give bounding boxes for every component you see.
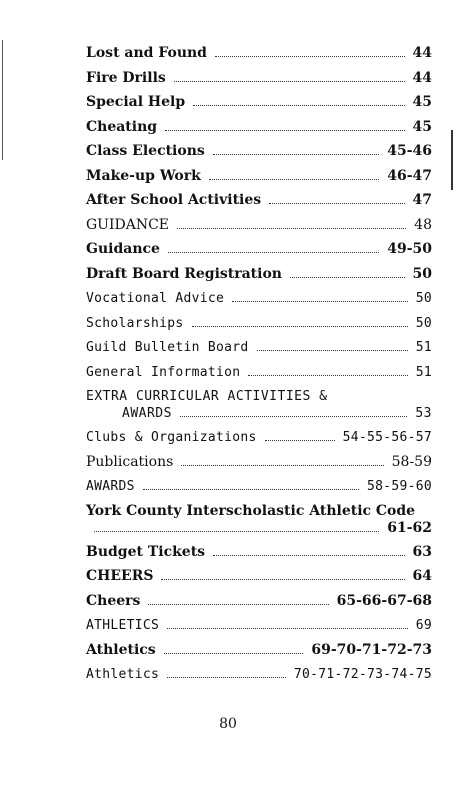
toc-entry-label: Draft Board Registration [86,265,282,282]
toc-entry-york-county-code [86,503,432,537]
toc-entry-page: 49-50 [387,241,432,257]
toc-entry-page: 45 [412,118,432,135]
toc-entry-publications [86,454,432,471]
dot-leader [174,81,405,82]
toc-entry-page: 45 [412,94,432,110]
dot-leader [167,677,286,678]
toc-entry-fire-drills [86,70,432,87]
toc-entry-page: 51 [415,364,432,380]
toc-entry-page: 44 [412,45,432,61]
toc-entry-guidance [86,241,432,258]
toc-entry-label: Clubs & Organizations [86,430,257,445]
toc-entry-general-information [86,364,432,381]
dot-leader [213,555,404,556]
toc-entry-label: Athletics [86,641,156,658]
toc-entry-athletics-section [86,617,432,634]
toc-entry-label: GUIDANCE [86,216,170,233]
toc-entry-label: General Information [86,364,241,380]
toc-entry-label-line2: AWARDS [122,406,172,421]
toc-entry-page: 63 [412,543,432,560]
toc-entry-label: Cheers [86,592,141,609]
toc-entry-label: Athletics [86,667,160,682]
toc-entry-clubs-organizations [86,429,432,446]
toc-entry-page: 58-59 [391,453,432,470]
toc-entry-label: Vocational Advice [86,291,225,306]
dot-leader [167,628,408,629]
toc-entry-draft-board-registration [86,266,432,283]
table-of-contents [86,45,432,691]
toc-entry-label: Budget Tickets [86,543,206,560]
toc-entry-class-elections [86,143,432,160]
dot-leader [161,579,404,580]
toc-entry-label-line1: York County Interscholastic Athletic Code [86,502,416,519]
toc-entry-page: 50 [415,291,432,306]
dot-leader [180,416,407,417]
toc-entry-page: 58-59-60 [366,479,432,494]
toc-entry-page: 54-55-56-57 [342,430,432,445]
dot-leader [168,252,379,253]
toc-entry-page: 65-66-67-68 [336,592,432,609]
toc-entry-budget-tickets [86,544,432,561]
toc-entry-make-up-work [86,168,432,185]
toc-entry-label: Special Help [86,94,186,110]
toc-entry-page: 61-62 [387,519,432,536]
dot-leader [164,653,304,654]
toc-entry-page: 46-47 [387,167,432,184]
dot-leader [193,105,404,106]
dot-leader [94,531,379,532]
toc-entry-label: CHEERS [86,568,154,584]
toc-entry-page: 70-71-72-73-74-75 [293,667,432,682]
toc-entry-guild-bulletin-board [86,339,432,356]
toc-entry-label: Guidance [86,241,160,257]
toc-entry-page: 51 [415,340,432,355]
toc-entry-cheating [86,119,432,136]
toc-entry-page: 48 [414,216,432,233]
toc-entry-label: Make-up Work [86,167,201,184]
dot-leader [209,179,379,180]
toc-entry-after-school-activities [86,192,432,209]
dot-leader [290,277,405,278]
toc-entry-label: ATHLETICS [86,618,160,633]
toc-entry-extra-curricular [86,388,432,422]
dot-leader [232,301,408,302]
page-edge-line [2,40,3,160]
toc-entry-label-line1: EXTRA CURRICULAR ACTIVITIES & [86,389,328,404]
dot-leader [257,350,408,351]
toc-entry-page: 53 [415,406,432,421]
toc-entry-athletics-2 [86,666,432,683]
toc-entry-page: 64 [412,568,432,584]
toc-entry-page: 50 [412,265,432,282]
toc-entry-athletics-1 [86,642,432,659]
page-edge-line-right [451,130,453,190]
toc-entry-page: 45-46 [387,143,432,159]
toc-entry-cheers-section [86,568,432,585]
toc-entry-page: 69 [415,618,432,633]
toc-entry-awards [86,478,432,495]
toc-entry-label: Class Elections [86,143,205,159]
toc-entry-guidance-section [86,217,432,234]
toc-entry-page: 47 [412,192,432,208]
toc-entry-label: Fire Drills [86,69,166,86]
toc-entry-scholarships [86,315,432,332]
toc-entry-label: Cheating [86,118,158,135]
dot-leader [215,56,405,57]
toc-entry-label: AWARDS [86,479,135,494]
dot-leader [181,465,383,466]
toc-entry-vocational-advice [86,290,432,307]
dot-leader [143,489,359,490]
toc-entry-label: Publications [86,453,174,470]
dot-leader [192,326,408,327]
toc-entry-label: After School Activities [86,192,262,208]
toc-entry-page: 50 [415,315,432,331]
dot-leader [213,154,379,155]
dot-leader [265,440,335,441]
toc-entry-label: Scholarships [86,315,184,331]
dot-leader [248,375,407,376]
page-number: 80 [219,716,237,732]
dot-leader [148,604,328,605]
toc-entry-page: 44 [412,69,432,86]
toc-entry-special-help [86,94,432,111]
toc-entry-lost-and-found [86,45,432,62]
dot-leader [269,203,404,204]
toc-entry-label: Guild Bulletin Board [86,340,249,355]
toc-entry-page: 69-70-71-72-73 [311,641,432,658]
dot-leader [177,228,406,229]
toc-entry-cheers [86,593,432,610]
dot-leader [165,130,404,131]
toc-entry-label: Lost and Found [86,45,207,61]
